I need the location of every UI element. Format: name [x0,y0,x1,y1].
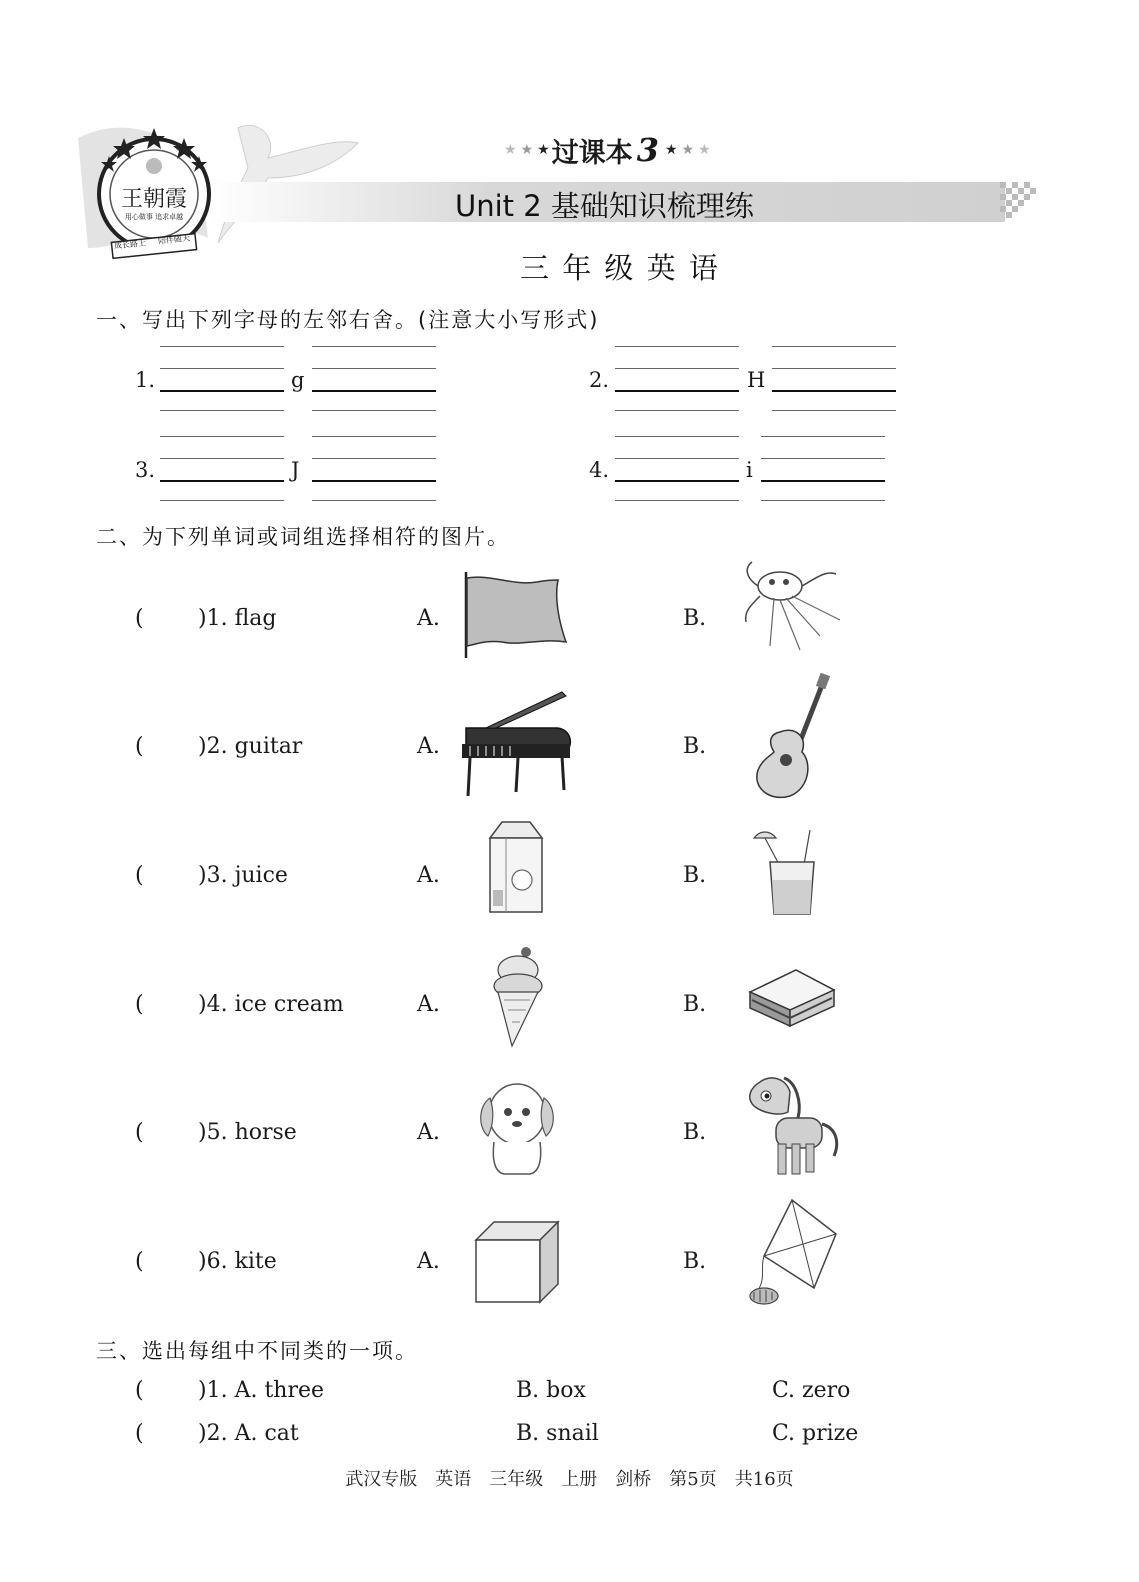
question-label: )1. A. three [198,1378,325,1403]
banner-checker-decoration [1000,182,1036,222]
option-b-label: B. [683,734,707,759]
writing-baseline[interactable] [160,480,284,482]
option-a-label: A. [417,992,440,1017]
writing-baseline[interactable] [772,390,896,392]
writing-line [615,436,739,437]
option-a-label: A. [417,1249,440,1274]
flag-picture[interactable] [462,570,572,660]
writing-line [160,410,284,411]
star-icon: ★ [698,142,711,158]
answer-bracket[interactable]: ( [135,606,144,631]
page-subtitle: 三 年 级 英 语 [520,251,720,285]
horse-picture[interactable] [740,1072,844,1180]
answer-bracket[interactable]: ( [135,734,144,759]
star-icon: ★ [504,142,517,158]
kite-picture[interactable] [744,1198,842,1310]
item-number: 2. [589,368,610,392]
option-a-label: A. [417,1120,440,1145]
guitar-picture[interactable] [750,672,832,804]
question-label: )6. kite [198,1249,277,1274]
page-footer: 武汉专版 英语 三年级 上册 剑桥 第5页 共16页 [345,1469,794,1490]
writing-line [312,368,436,369]
option-a-label: A. [417,863,440,888]
crab-picture[interactable] [740,556,848,656]
option-c: C. zero [772,1378,851,1403]
answer-bracket[interactable]: ( [135,863,144,888]
section3-title: 三、选出每组中不同类的一项。 [96,1339,418,1363]
writing-line [615,500,739,501]
writing-baseline[interactable] [312,480,436,482]
answer-bracket[interactable]: ( [135,1120,144,1145]
answer-bracket[interactable]: ( [135,1421,144,1446]
option-b-label: B. [683,992,707,1017]
writing-line [772,410,896,411]
section1-title: 一、写出下列字母的左邻右舍。(注意大小写形式) [96,308,600,332]
writing-baseline[interactable] [615,480,739,482]
option-b-label: B. [683,1249,707,1274]
writing-line [615,368,739,369]
writing-line [615,410,739,411]
answer-bracket[interactable]: ( [135,1378,144,1403]
given-letter: i [746,458,753,482]
writing-line [761,458,885,459]
badge-title: 过课本 [551,137,633,169]
writing-line [160,346,284,347]
star-icon: ★ [681,142,695,158]
writing-line [312,346,436,347]
logo-motto: 用心做事 追求卓越 [124,213,184,221]
item-number: 1. [135,368,156,392]
section2-title: 二、为下列单词或词组选择相符的图片。 [96,525,510,549]
option-a-label: A. [417,734,440,759]
question-label: )2. A. cat [198,1421,299,1446]
writing-line [312,410,436,411]
logo-slogan-right: 陪伴随天 [157,233,191,246]
writing-line [615,346,739,347]
box-picture[interactable] [472,1218,562,1306]
writing-baseline[interactable] [761,480,885,482]
writing-line [772,368,896,369]
writing-line [772,346,896,347]
star-icon: ★ [537,142,550,158]
writing-baseline[interactable] [312,390,436,392]
given-letter: J [291,458,300,482]
item-number: 3. [135,458,156,482]
writing-line [312,458,436,459]
dog-picture[interactable] [474,1076,560,1178]
star-icon: ★ [520,142,534,158]
unit-title: Unit 2 基础知识梳理练 [455,189,754,223]
ice-cream-picture[interactable] [490,944,546,1050]
option-c: C. prize [772,1421,859,1446]
badge-title-row [504,132,711,168]
given-letter: H [747,368,766,392]
logo-slogan-left: 成长路上 [113,238,147,251]
option-b: B. box [516,1378,586,1403]
item-number: 4. [589,458,610,482]
option-b-label: B. [683,606,707,631]
piano-picture[interactable] [456,688,582,800]
answer-bracket[interactable]: ( [135,992,144,1017]
writing-baseline[interactable] [615,390,739,392]
writing-line [160,436,284,437]
writing-line [160,500,284,501]
writing-line [312,500,436,501]
writing-line [761,500,885,501]
given-letter: g [291,368,305,392]
logo-name: 王朝霞 [120,187,187,212]
question-label: )2. guitar [198,734,303,759]
option-b-label: B. [683,1120,707,1145]
writing-baseline[interactable] [160,390,284,392]
writing-line [615,458,739,459]
star-icon: ★ [664,142,678,158]
milk-carton-picture[interactable] [484,818,548,916]
question-label: )1. flag [198,606,277,631]
juice-glass-picture[interactable] [752,826,832,920]
question-label: )4. ice cream [198,992,344,1017]
badge-number: 3 [636,131,659,169]
writing-line [160,368,284,369]
writing-line [160,458,284,459]
option-b: B. snail [516,1421,599,1446]
option-b-label: B. [683,863,707,888]
question-label: )5. horse [198,1120,297,1145]
option-a-label: A. [417,606,440,631]
sandwich-picture[interactable] [746,966,838,1032]
question-label: )3. juice [198,863,288,888]
writing-line [761,436,885,437]
answer-bracket[interactable]: ( [135,1249,144,1274]
writing-line [312,436,436,437]
